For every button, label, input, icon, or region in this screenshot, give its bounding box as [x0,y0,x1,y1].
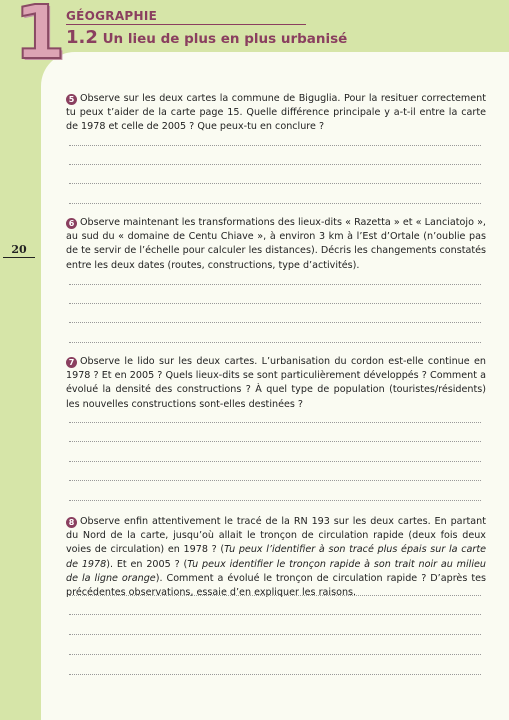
answer-line[interactable] [69,164,481,165]
question-number-badge: 6 [66,218,77,229]
question-text: Observe maintenant les transformations des lieux-dits « Razetta » et « Lanciatojo », au sud du « domaine de Centu Chiave », à environ 3 km à l’Est d’Ortale (n’oublie pas de te servir de l’échelle pour calculer les distances). Décris les changements constatés entre les deux dates (routes, constructions, type d’activités). [66,217,486,271]
answer-line[interactable] [69,634,481,635]
answer-line[interactable] [69,284,481,285]
question-text: Observe le lido sur les deux cartes. L’urbanisation du cordon est-elle continue en 1978 ? Et en 2005 ? Quels lieux-dits se sont particulièrement développés ? Comment a évolué la densité des constructions ? À quel type de population (touristes/résidents) les nouvelles constructions sont-elles destinées ? [66,356,486,410]
answer-line[interactable] [69,654,481,655]
answer-line[interactable] [69,480,481,481]
question-5 [66,92,486,135]
header-rule [66,24,306,25]
section-title: Un lieu de plus en plus urbanisé [102,31,348,47]
answer-line[interactable] [69,183,481,184]
question-hint: Tu peux identifier le tronçon rapide à son trait noir au milieu de la ligne orange [66,558,486,584]
question-8 [66,515,486,600]
answer-line[interactable] [69,441,481,442]
question-text: Observe enfin attentivement le tracé de la RN 193 sur les deux cartes. En partant du Nord de la carte, jusqu’où allait le tronçon de circulation rapide (deux fois deux voies de circulation) en 1978 ? ( [66,516,486,556]
chapter-title: GÉOGRAPHIE [66,9,158,23]
question-number-badge: 5 [66,94,77,105]
question-text: ). Et en 2005 ? ( [106,558,188,570]
question-6 [66,216,486,273]
answer-line[interactable] [69,422,481,423]
section-heading [66,27,347,48]
question-text: ). Comment a évolué le tronçon de circulation rapide ? D’après tes précédentes observations, essaie d’en expliquer les raisons. [66,572,486,599]
answer-line[interactable] [69,342,481,343]
chapter-number: 1 [14,0,66,76]
answer-line[interactable] [69,303,481,304]
answer-line[interactable] [69,461,481,462]
answer-line[interactable] [69,595,481,596]
answer-line[interactable] [69,203,481,204]
question-text: Observe sur les deux cartes la commune de Biguglia. Pour la resituer correctement tu peux t’aider de la carte page 15. Quelle différence principale y a-t-il entre la carte de 1978 et celle de 2005 ? Que peux-tu en conclure ? [66,93,486,133]
section-number: 1.2 [66,27,98,48]
question-7 [66,355,486,412]
question-number-badge: 8 [66,517,77,528]
answer-line[interactable] [69,500,481,501]
answer-line[interactable] [69,145,481,146]
question-hint: Tu peux l’identifier à son tracé plus épais sur la carte de 1978 [66,544,486,570]
page-number-rule [3,257,35,258]
page-number: 20 [11,243,27,256]
question-number-badge: 7 [66,357,77,368]
page-header [66,9,157,23]
answer-line[interactable] [69,674,481,675]
answer-line[interactable] [69,322,481,323]
answer-line[interactable] [69,614,481,615]
